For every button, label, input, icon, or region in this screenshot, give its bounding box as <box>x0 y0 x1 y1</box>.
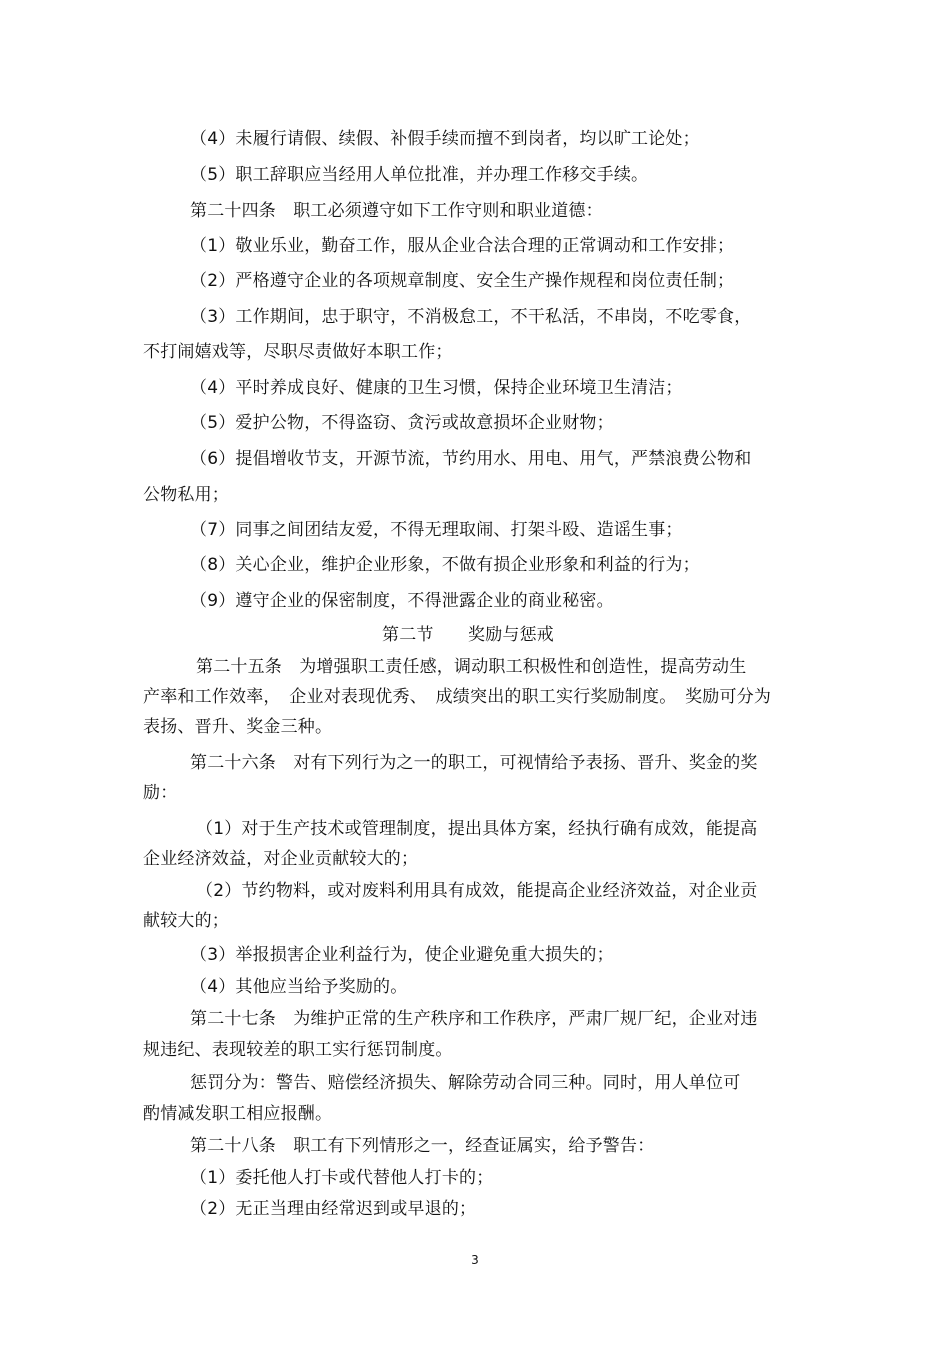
page-number: 3 <box>471 1253 479 1267</box>
text-line: （1）委托他人打卡或代替他人打卡的； <box>190 1168 494 1188</box>
text-line: （3）工作期间，忠于职守，不消极怠工，不干私活，不串岗，不吃零食， <box>190 307 752 327</box>
text-line: （6）提倡增收节支，开源节流，节约用水、用电、用气，严禁浪费公物和 <box>190 449 752 469</box>
text-line: 不打闹嬉戏等，尽职尽责做好本职工作； <box>143 342 453 362</box>
text-line: （4）未履行请假、续假、补假手续而擅不到岗者，均以旷工论处； <box>190 129 700 149</box>
article-heading: 第二十八条 职工有下列情形之一，经查证属实，给予警告： <box>190 1136 655 1156</box>
text-line: （2）节约物料，或对废料利用具有成效，能提高企业经济效益，对企业贡 <box>196 881 758 901</box>
text-line: （3）举报损害企业利益行为，使企业避免重大损失的； <box>190 945 614 965</box>
article-heading: 第二十五条 为增强职工责任感，调动职工积极性和创造性，提高劳动生 <box>196 657 747 677</box>
article-heading: 第二十六条 对有下列行为之一的职工，可视情给予表扬、晋升、奖金的奖 <box>190 753 758 773</box>
text-line: （4）其他应当给予奖励的。 <box>190 977 408 997</box>
article-heading: 第二十四条 职工必须遵守如下工作守则和职业道德： <box>190 201 603 221</box>
text-line: （9）遵守企业的保密制度，不得泄露企业的商业秘密。 <box>190 591 614 611</box>
text-line: （1）敬业乐业，勤奋工作，服从企业合法合理的正常调动和工作安排； <box>190 236 735 256</box>
text-line: 惩罚分为：警告、赔偿经济损失、解除劳动合同三种。同时，用人单位可 <box>190 1073 741 1093</box>
text-line: 规违纪、表现较差的职工实行惩罚制度。 <box>143 1040 453 1060</box>
text-line: 公物私用； <box>143 485 229 505</box>
text-line: （8）关心企业，维护企业形象，不做有损企业形象和利益的行为； <box>190 555 700 575</box>
text-line: （5）爱护公物，不得盗窃、贪污或故意损坏企业财物； <box>190 413 614 433</box>
text-line: （1）对于生产技术或管理制度，提出具体方案，经执行确有成效，能提高 <box>196 819 758 839</box>
text-line: 励： <box>143 783 178 803</box>
text-line: （2）严格遵守企业的各项规章制度、安全生产操作规程和岗位责任制； <box>190 271 735 291</box>
text-line: 献较大的； <box>143 911 229 931</box>
article-heading: 第二十七条 为维护正常的生产秩序和工作秩序，严肃厂规厂纪，企业对违 <box>190 1009 758 1029</box>
text-line: 产率和工作效率， 企业对表现优秀、 成绩突出的职工实行奖励制度。 奖励可分为 <box>143 687 772 707</box>
text-line: （4）平时养成良好、健康的卫生习惯，保持企业环境卫生清洁； <box>190 378 683 398</box>
text-line: 企业经济效益，对企业贡献较大的； <box>143 849 419 869</box>
text-line: （7）同事之间团结友爱，不得无理取闹、打架斗殴、造谣生事； <box>190 520 683 540</box>
text-line: （2）无正当理由经常迟到或早退的； <box>190 1199 477 1219</box>
text-line: 表扬、晋升、奖金三种。 <box>143 717 333 737</box>
text-line: 酌情减发职工相应报酬。 <box>143 1104 333 1124</box>
text-line: （5）职工辞职应当经用人单位批准，并办理工作移交手续。 <box>190 165 649 185</box>
section-heading: 第二节 奖励与惩戒 <box>382 625 554 645</box>
